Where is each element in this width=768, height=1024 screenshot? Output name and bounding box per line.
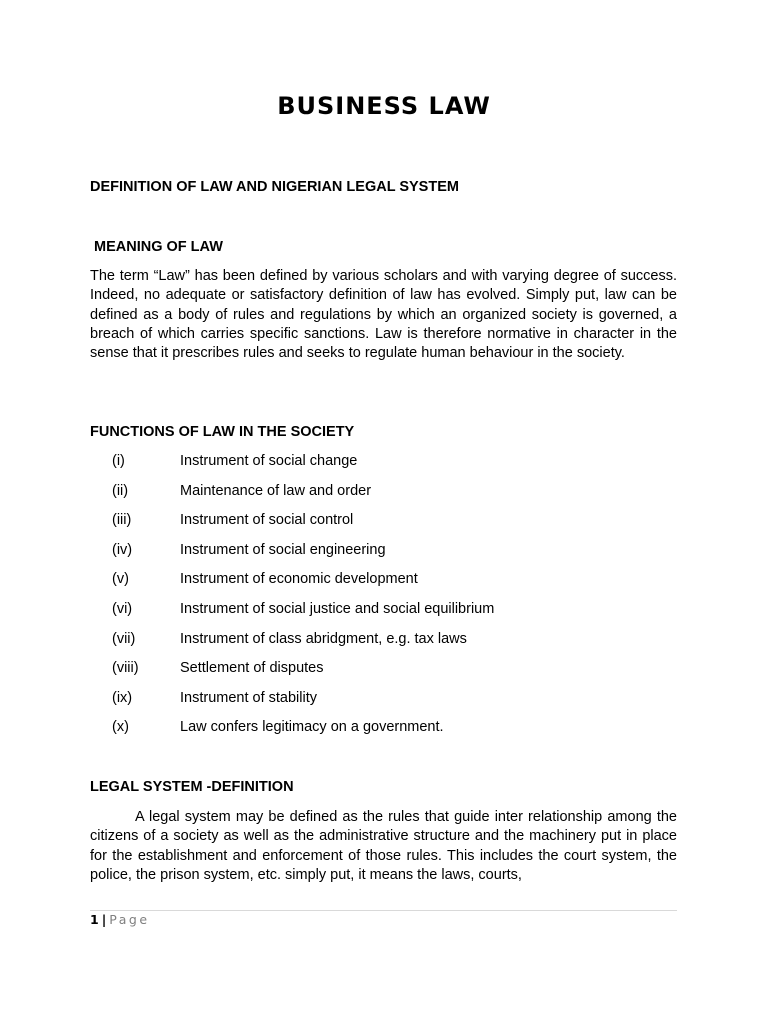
document-title: BUSINESS LAW bbox=[277, 92, 491, 120]
list-item-number: (vii) bbox=[112, 630, 136, 647]
meaning-paragraph: The term “Law” has been defined by various scholars and with varying degree of success. Indeed, no adequate or satisfactory definition of law has evolved. Simply put, law can be defined as a body of rules and regulations by which an organized society is governed, a breach of which carries specific sanctions. Law is therefore normative in character in the sense that it prescribes rules and seeks to regulate human behaviour in the society. bbox=[90, 268, 677, 362]
functions-list bbox=[112, 451, 494, 747]
meaning-heading: MEANING OF LAW bbox=[94, 239, 223, 255]
list-item-text: Instrument of social change bbox=[180, 453, 358, 469]
list-item-text: Settlement of disputes bbox=[180, 660, 324, 677]
list-item-text: Instrument of class abridgment, e.g. tax laws bbox=[180, 630, 467, 647]
page-label: Page bbox=[109, 912, 150, 927]
list-item-text: Instrument of social justice and social equilibrium bbox=[180, 600, 495, 617]
list-item bbox=[112, 451, 494, 481]
list-item bbox=[112, 717, 494, 747]
list-item-number: (ix) bbox=[112, 689, 133, 706]
list-item bbox=[112, 658, 494, 688]
list-item bbox=[112, 540, 494, 570]
list-item bbox=[112, 481, 494, 511]
list-item-text: Instrument of economic development bbox=[180, 571, 418, 588]
list-item-number: (ii) bbox=[112, 482, 129, 499]
list-item-number: (iv) bbox=[112, 541, 133, 558]
list-item bbox=[112, 599, 494, 629]
list-item-text: Instrument of social control bbox=[180, 512, 354, 529]
list-item-number: (viii) bbox=[112, 660, 139, 677]
footer-separator: | bbox=[101, 912, 107, 927]
page-footer bbox=[90, 912, 150, 927]
footer-divider bbox=[90, 910, 677, 911]
list-item bbox=[112, 688, 494, 718]
list-item-text: Instrument of stability bbox=[180, 689, 317, 706]
list-item-number: (x) bbox=[112, 719, 129, 736]
list-item-number: (vi) bbox=[112, 600, 133, 617]
list-item bbox=[112, 629, 494, 659]
legal-system-paragraph: A legal system may be defined as the rules that guide inter relationship among the citizens of a society as well as the administrative structure and the machinery put in place for the establishment and enforcement of those rules. This includes the court system, the police, the prison system, etc. simply put, it means the laws, courts, bbox=[90, 809, 677, 883]
list-item-text: Instrument of social engineering bbox=[180, 541, 386, 558]
section-heading: DEFINITION OF LAW AND NIGERIAN LEGAL SYSTEM bbox=[90, 179, 459, 195]
page-number: 1 bbox=[90, 912, 99, 927]
list-item bbox=[112, 569, 494, 599]
functions-heading: FUNCTIONS OF LAW IN THE SOCIETY bbox=[90, 424, 355, 440]
list-item-number: (i) bbox=[112, 453, 125, 469]
list-item-text: Maintenance of law and order bbox=[180, 482, 372, 499]
list-item-text: Law confers legitimacy on a government. bbox=[180, 719, 444, 736]
list-item-number: (iii) bbox=[112, 512, 132, 529]
list-item bbox=[112, 510, 494, 540]
list-item-number: (v) bbox=[112, 571, 129, 588]
legal-system-heading: LEGAL SYSTEM -DEFINITION bbox=[90, 779, 294, 795]
